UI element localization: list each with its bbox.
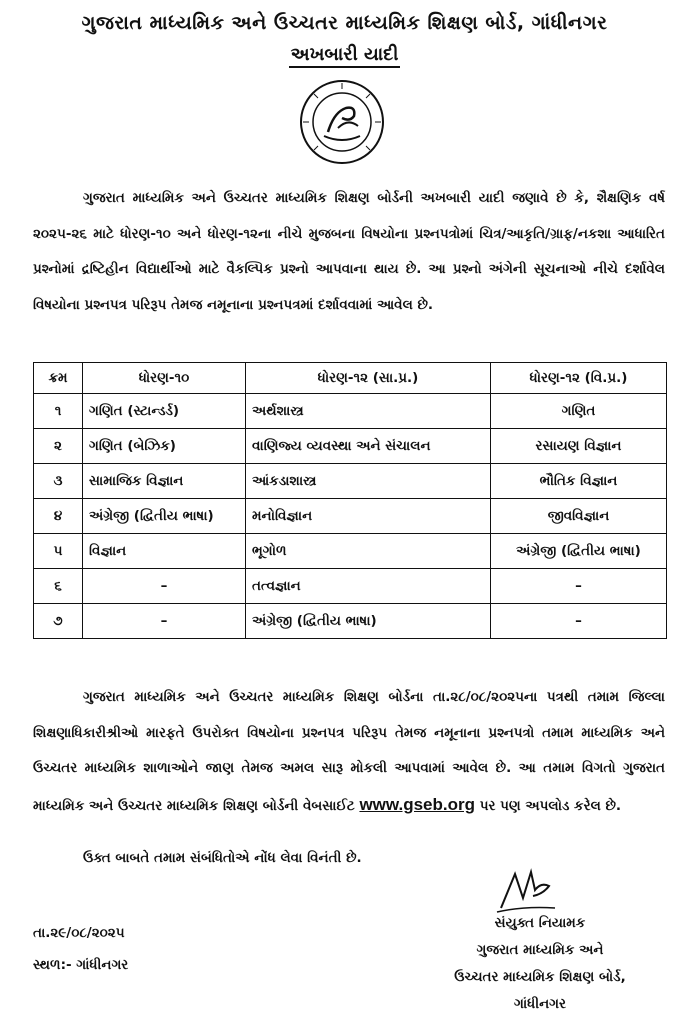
header-std12-science: ધોરણ-૧૨ (વિ.પ્ર.) xyxy=(491,363,667,394)
table-row xyxy=(34,534,667,569)
circular-text-start: ગુજરાત માધ્યમિક અને ઉચ્ચતર માધ્યમિક શિક્ષણ બોર્ડના તા.૨૮/૦૮/૨૦૨૫ના પત્રથી તમામ જિલ્લા શિક્ષણાધિકારીશ્રીઓ મારફતે ઉપરોક્ત વિષયોના પ્રશ્નપત્ર પરિરૂપ તેમજ નમૂનાના પ્રશ્નપત્રો તમામ માધ્યમિક અને ઉચ્ચતર માધ્યમિક શાળાઓને જાણ તેમજ અમલ સારૂ મોકલી આપવામાં આવેલ છે. આ તમામ વિગતો ગુજરાત માધ્યમિક અને ઉચ્ચતર માધ્યમિક શિક્ષણ બોર્ડની વેબસાઈટ xyxy=(33,689,665,814)
header-serial: ક્રમ xyxy=(34,363,83,394)
page-title: ગુજરાત માધ્યમિક અને ઉચ્ચતર માધ્યમિક શિક્ષણ બોર્ડ, ગાંધીનગર xyxy=(81,12,608,34)
circular-text xyxy=(33,680,665,824)
std12-science-subject: ગણિત xyxy=(491,394,667,429)
board-seal-icon xyxy=(298,78,386,166)
signature-icon xyxy=(493,868,563,916)
circular-text-end: પર પણ અપલોડ કરેલ છે. xyxy=(479,797,622,814)
signatory-title: સંયુક્ત નિયામક xyxy=(494,915,586,931)
signatory-block xyxy=(410,910,670,1018)
row-serial: ૩ xyxy=(34,464,83,499)
signatory-org-line2: ઉચ્ચતર માધ્યમિક શિક્ષણ બોર્ડ, xyxy=(454,969,626,985)
table-row xyxy=(34,464,667,499)
circular-paragraph xyxy=(33,680,665,824)
std10-subject: – xyxy=(83,569,246,604)
subjects-table xyxy=(33,362,667,639)
website-link[interactable]: www.gseb.org xyxy=(359,794,475,814)
std12-science-subject: ભૌતિક વિજ્ઞાન xyxy=(491,464,667,499)
row-serial: ૧ xyxy=(34,394,83,429)
std10-subject: ગણિત (સ્ટાન્ડર્ડ) xyxy=(83,394,246,429)
table-row xyxy=(34,394,667,429)
std12-science-subject: જીવવિજ્ઞાન xyxy=(491,499,667,534)
row-serial: ૭ xyxy=(34,604,83,639)
signatory-org-line1: ગુજરાત માધ્યમિક અને xyxy=(476,942,604,958)
header-std12-general: ધોરણ-૧૨ (સા.પ્ર.) xyxy=(246,363,491,394)
std12-science-subject: – xyxy=(491,569,667,604)
signatory-city: ગાંધીનગર xyxy=(513,996,566,1012)
std10-subject: વિજ્ઞાન xyxy=(83,534,246,569)
table-row xyxy=(34,429,667,464)
intro-paragraph xyxy=(33,181,665,323)
table-row xyxy=(34,499,667,534)
std10-subject: – xyxy=(83,604,246,639)
std12-general-subject: અર્થશાસ્ત્ર xyxy=(246,394,491,429)
table-row xyxy=(34,569,667,604)
header-std10: ધોરણ-૧૦ xyxy=(83,363,246,394)
issue-place: સ્થળ:- ગાંધીનગર xyxy=(33,957,129,973)
row-serial: ૬ xyxy=(34,569,83,604)
press-release-heading-text: અખબારી યાદી xyxy=(289,44,401,68)
intro-text: ગુજરાત માધ્યમિક અને ઉચ્ચતર માધ્યમિક શિક્ષણ બોર્ડની અખબારી યાદી જણાવે છે કે, શૈક્ષણિક વર્ષ ૨૦૨૫-૨૬ માટે ધોરણ-૧૦ અને ધોરણ-૧૨ના નીચે મુજબના વિષયોના પ્રશ્નપત્રોમાં ચિત્ર/આકૃતિ/ગ્રાફ/નકશા આધારિત પ્રશ્નોમાં દ્રષ્ટિહીન વિદ્યાર્થીઓ માટે વૈકલ્પિક પ્રશ્નો આપવાના થાય છે. આ પ્રશ્નો અંગેની સૂચનાઓ નીચે દર્શાવેલ વિષયોના પ્રશ્નપત્ર પરિરૂપ તેમજ નમૂનાના પ્રશ્નપત્રમાં દર્શાવવામાં આવેલ છે. xyxy=(33,190,665,313)
std12-general-subject: ભૂગોળ xyxy=(246,534,491,569)
std12-science-subject: અંગ્રેજી (દ્વિતીય ભાષા) xyxy=(491,534,667,569)
issue-date: તા.૨૯/૦૮/૨૦૨૫ xyxy=(33,925,125,941)
std12-general-subject: વાણિજ્ય વ્યવસ્થા અને સંચાલન xyxy=(246,429,491,464)
std12-general-subject: અંગ્રેજી (દ્વિતીય ભાષા) xyxy=(246,604,491,639)
row-serial: ૫ xyxy=(34,534,83,569)
std10-subject: ગણિત (બેઝિક) xyxy=(83,429,246,464)
table-header-row xyxy=(34,363,667,394)
std10-subject: સામાજિક વિજ્ઞાન xyxy=(83,464,246,499)
std12-general-subject: તત્વજ્ઞાન xyxy=(246,569,491,604)
std12-general-subject: આંકડાશાસ્ત્ર xyxy=(246,464,491,499)
request-paragraph: ઉક્ત બાબતે તમામ સંબંધિતોએ નોંધ લેવા વિનંતી છે. xyxy=(83,850,362,866)
std10-subject: અંગ્રેજી (દ્વિતીય ભાષા) xyxy=(83,499,246,534)
press-release-heading xyxy=(0,44,689,65)
std12-general-subject: મનોવિજ્ઞાન xyxy=(246,499,491,534)
std12-science-subject: રસાયણ વિજ્ઞાન xyxy=(491,429,667,464)
table-row xyxy=(34,604,667,639)
row-serial: ૪ xyxy=(34,499,83,534)
row-serial: ૨ xyxy=(34,429,83,464)
std12-science-subject: – xyxy=(491,604,667,639)
